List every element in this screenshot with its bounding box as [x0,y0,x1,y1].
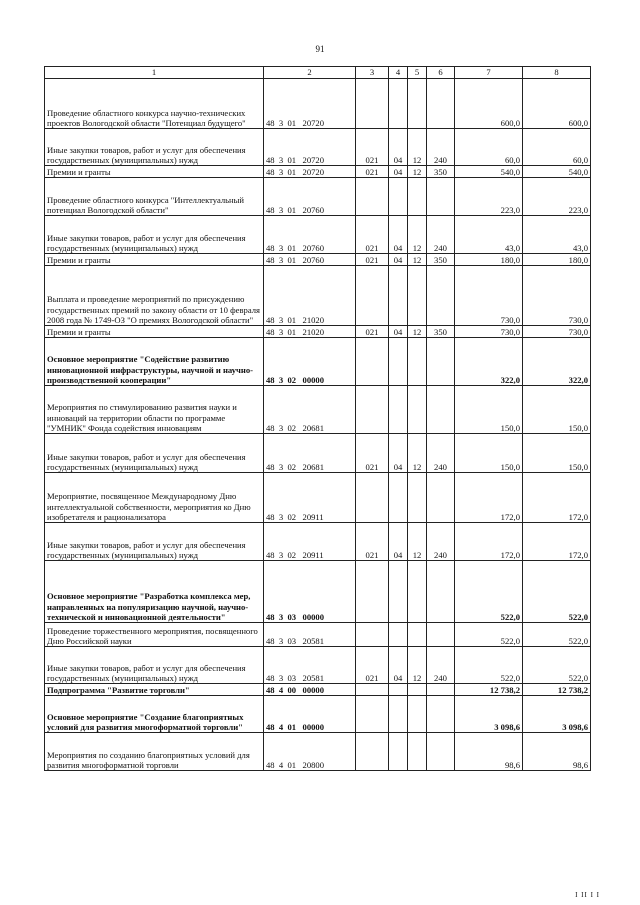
row-name-cell: Проведение областного конкурса научно-технических проектов Вологодской области "Потенциал будущего" [45,79,264,129]
row-col6-cell: 350 [427,166,455,178]
row-col4-cell: 04 [389,434,408,473]
header-cell: 6 [427,67,455,79]
row-col3-cell: 021 [356,647,389,684]
row-amount-2-cell: 522,0 [523,561,591,623]
row-amount-1-cell: 540,0 [455,166,523,178]
row-name-cell: Иные закупки товаров, работ и услуг для обеспечения государственных (муниципальных) нужд [45,523,264,561]
row-col3-cell: 021 [356,129,389,166]
table-row [45,326,591,338]
row-col4-cell [389,178,408,216]
row-code-cell: 48 3 01 21020 [264,266,356,326]
row-amount-1-cell: 150,0 [455,386,523,434]
row-code-cell: 48 3 01 20760 [264,178,356,216]
row-col4-cell [389,473,408,523]
table-row [45,434,591,473]
row-code-cell: 48 3 01 20720 [264,129,356,166]
row-col5-cell [408,386,427,434]
table-row [45,684,591,696]
row-col5-cell [408,338,427,386]
row-col3-cell: 021 [356,254,389,266]
row-col3-cell [356,266,389,326]
row-col4-cell: 04 [389,523,408,561]
scan-mark: I II I I [575,891,600,899]
row-amount-2-cell: 540,0 [523,166,591,178]
row-col3-cell [356,684,389,696]
row-col4-cell [389,386,408,434]
row-code-cell: 48 3 01 20760 [264,254,356,266]
table-body [45,79,591,771]
table-row [45,79,591,129]
row-name-cell: Иные закупки товаров, работ и услуг для обеспечения государственных (муниципальных) нужд [45,216,264,254]
row-amount-2-cell: 180,0 [523,254,591,266]
row-col5-cell: 12 [408,166,427,178]
row-name-cell: Иные закупки товаров, работ и услуг для обеспечения государственных (муниципальных) нужд [45,434,264,473]
row-amount-2-cell: 730,0 [523,266,591,326]
row-col6-cell [427,79,455,129]
row-amount-1-cell: 172,0 [455,473,523,523]
row-code-cell: 48 3 02 00000 [264,338,356,386]
row-col5-cell [408,266,427,326]
row-amount-2-cell: 522,0 [523,623,591,647]
header-cell: 8 [523,67,591,79]
row-code-cell: 48 3 01 21020 [264,326,356,338]
row-code-cell: 48 3 03 20581 [264,623,356,647]
row-amount-2-cell: 172,0 [523,523,591,561]
row-name-cell: Проведение областного конкурса "Интеллектуальный потенциал Вологодской области" [45,178,264,216]
row-amount-2-cell: 150,0 [523,434,591,473]
row-col5-cell: 12 [408,523,427,561]
row-col5-cell [408,79,427,129]
row-col6-cell [427,561,455,623]
row-amount-2-cell: 98,6 [523,733,591,771]
row-col3-cell: 021 [356,523,389,561]
row-code-cell: 48 3 02 20681 [264,386,356,434]
header-cell: 4 [389,67,408,79]
row-name-cell: Мероприятия по созданию благоприятных условий для развития многоформатной торговли [45,733,264,771]
row-amount-2-cell: 150,0 [523,386,591,434]
row-col4-cell [389,79,408,129]
row-code-cell: 48 3 03 20581 [264,647,356,684]
row-amount-1-cell: 600,0 [455,79,523,129]
row-col5-cell [408,684,427,696]
row-amount-2-cell: 43,0 [523,216,591,254]
row-col3-cell [356,79,389,129]
row-col3-cell: 021 [356,166,389,178]
row-col6-cell [427,684,455,696]
row-col5-cell: 12 [408,647,427,684]
row-col6-cell [427,386,455,434]
row-col4-cell [389,623,408,647]
row-col5-cell [408,623,427,647]
row-amount-2-cell: 223,0 [523,178,591,216]
row-col3-cell [356,733,389,771]
table-row [45,338,591,386]
header-cell: 5 [408,67,427,79]
row-col3-cell [356,561,389,623]
row-code-cell: 48 4 01 00000 [264,696,356,733]
row-name-cell: Премии и гранты [45,254,264,266]
row-amount-1-cell: 730,0 [455,266,523,326]
header-cell: 3 [356,67,389,79]
row-col6-cell [427,266,455,326]
row-name-cell: Премии и гранты [45,326,264,338]
row-name-cell: Иные закупки товаров, работ и услуг для обеспечения государственных (муниципальных) нужд [45,129,264,166]
row-amount-1-cell: 60,0 [455,129,523,166]
row-col6-cell: 350 [427,326,455,338]
row-name-cell: Проведение торжественного мероприятия, посвященного Дню Российской науки [45,623,264,647]
row-col5-cell: 12 [408,129,427,166]
row-col5-cell: 12 [408,434,427,473]
header-cell: 1 [45,67,264,79]
row-code-cell: 48 3 01 20720 [264,166,356,178]
row-code-cell: 48 4 00 00000 [264,684,356,696]
row-col5-cell [408,733,427,771]
row-col6-cell: 240 [427,216,455,254]
row-col6-cell [427,696,455,733]
row-amount-1-cell: 522,0 [455,647,523,684]
row-col4-cell [389,684,408,696]
row-col4-cell: 04 [389,326,408,338]
row-name-cell: Иные закупки товаров, работ и услуг для обеспечения государственных (муниципальных) нужд [45,647,264,684]
row-code-cell: 48 3 02 20681 [264,434,356,473]
table-row [45,129,591,166]
row-col4-cell [389,561,408,623]
row-amount-2-cell: 12 738,2 [523,684,591,696]
table-row [45,623,591,647]
table-row [45,647,591,684]
row-col3-cell: 021 [356,326,389,338]
row-name-cell: Мероприятие, посвященное Международному Дню интеллектуальной собственности, мероприятия ко Дню изобретателя и рационализатора [45,473,264,523]
row-col4-cell: 04 [389,254,408,266]
row-col6-cell: 350 [427,254,455,266]
row-amount-2-cell: 3 098,6 [523,696,591,733]
row-col3-cell [356,623,389,647]
table-row [45,696,591,733]
row-col5-cell: 12 [408,326,427,338]
table-row [45,561,591,623]
row-amount-1-cell: 522,0 [455,623,523,647]
row-col6-cell [427,338,455,386]
row-col4-cell [389,266,408,326]
table-row [45,266,591,326]
row-col3-cell: 021 [356,216,389,254]
row-amount-2-cell: 522,0 [523,647,591,684]
row-col3-cell [356,338,389,386]
row-amount-1-cell: 12 738,2 [455,684,523,696]
row-amount-1-cell: 180,0 [455,254,523,266]
row-amount-1-cell: 3 098,6 [455,696,523,733]
row-col6-cell [427,733,455,771]
row-col6-cell [427,623,455,647]
row-amount-1-cell: 223,0 [455,178,523,216]
row-col3-cell [356,696,389,733]
row-amount-1-cell: 322,0 [455,338,523,386]
row-col3-cell [356,178,389,216]
table-row [45,254,591,266]
row-col6-cell [427,178,455,216]
row-name-cell: Премии и гранты [45,166,264,178]
table-row [45,216,591,254]
row-amount-2-cell: 322,0 [523,338,591,386]
row-code-cell: 48 3 01 20720 [264,79,356,129]
table-row [45,733,591,771]
row-name-cell: Основное мероприятие "Разработка комплекса мер, направленных на популяризацию научной, научно-технической и инновационной деятельности" [45,561,264,623]
header-cell: 7 [455,67,523,79]
row-amount-2-cell: 730,0 [523,326,591,338]
row-amount-1-cell: 522,0 [455,561,523,623]
row-col5-cell: 12 [408,254,427,266]
row-col3-cell: 021 [356,434,389,473]
row-col5-cell [408,178,427,216]
table-row [45,523,591,561]
table-row [45,178,591,216]
row-code-cell: 48 3 01 20760 [264,216,356,254]
row-code-cell: 48 3 03 00000 [264,561,356,623]
row-col4-cell: 04 [389,129,408,166]
row-col5-cell [408,696,427,733]
row-col4-cell [389,733,408,771]
row-col4-cell [389,338,408,386]
row-name-cell: Основное мероприятие "Содействие развитию инновационной инфраструктуры, научной и научно-производственной кооперации" [45,338,264,386]
table-row [45,386,591,434]
table-header-row [45,67,591,79]
row-amount-1-cell: 172,0 [455,523,523,561]
row-code-cell: 48 4 01 20800 [264,733,356,771]
page-number: 91 [315,44,325,54]
row-amount-2-cell: 60,0 [523,129,591,166]
row-col5-cell [408,561,427,623]
header-cell: 2 [264,67,356,79]
row-amount-2-cell: 600,0 [523,79,591,129]
row-col6-cell: 240 [427,523,455,561]
row-name-cell: Мероприятия по стимулированию развития науки и инноваций на территории области по программе "УМНИК" Фонда содействия инновациям [45,386,264,434]
row-col6-cell: 240 [427,647,455,684]
row-col3-cell [356,473,389,523]
row-name-cell: Основное мероприятие "Создание благоприятных условий для развития многоформатной торговли" [45,696,264,733]
row-col4-cell [389,696,408,733]
row-amount-1-cell: 43,0 [455,216,523,254]
row-col4-cell: 04 [389,216,408,254]
row-amount-1-cell: 730,0 [455,326,523,338]
row-col4-cell: 04 [389,166,408,178]
row-col6-cell: 240 [427,129,455,166]
row-name-cell: Подпрограмма "Развитие торговли" [45,684,264,696]
row-code-cell: 48 3 02 20911 [264,523,356,561]
budget-table [44,66,591,771]
table-row [45,473,591,523]
row-amount-1-cell: 150,0 [455,434,523,473]
row-col6-cell: 240 [427,434,455,473]
row-amount-2-cell: 172,0 [523,473,591,523]
row-name-cell: Выплата и проведение мероприятий по присуждению государственных премий по закону области от 10 февраля 2008 года № 1749-ОЗ "О премиях Вологодской области" [45,266,264,326]
row-col4-cell: 04 [389,647,408,684]
row-amount-1-cell: 98,6 [455,733,523,771]
table-row [45,166,591,178]
row-col3-cell [356,386,389,434]
row-col5-cell: 12 [408,216,427,254]
row-code-cell: 48 3 02 20911 [264,473,356,523]
row-col5-cell [408,473,427,523]
row-col6-cell [427,473,455,523]
